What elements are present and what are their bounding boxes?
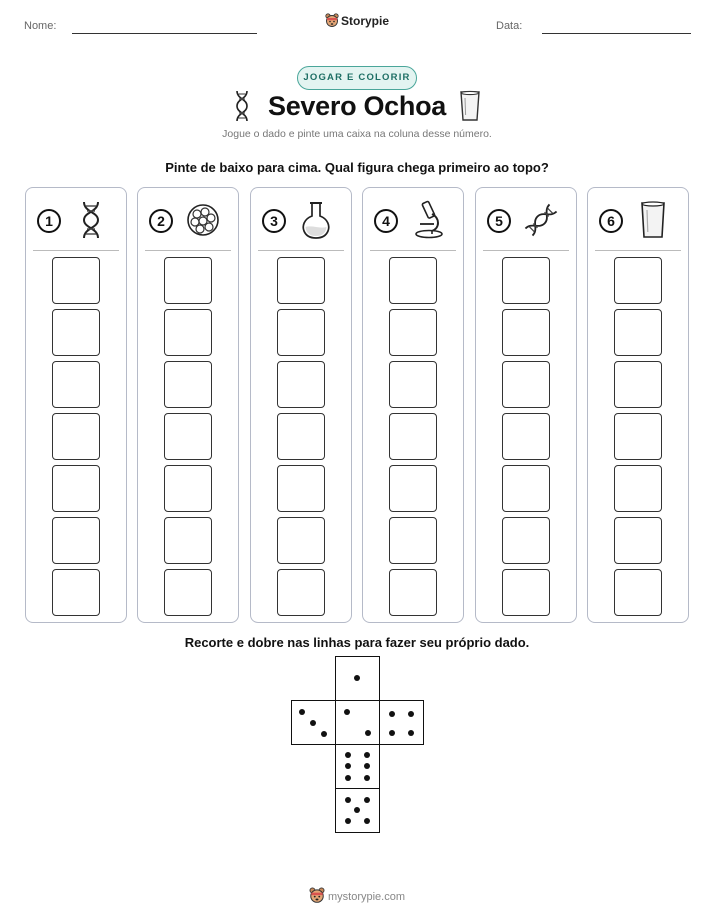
color-box[interactable]: [52, 465, 100, 512]
die-pip: [310, 720, 316, 726]
column-number: 1: [37, 209, 61, 233]
activity-badge: JOGAR E COLORIR: [297, 66, 417, 90]
footer-bear-icon: [309, 887, 325, 907]
column-number: 5: [487, 209, 511, 233]
die-face-1: [335, 656, 380, 701]
column-divider: [483, 250, 569, 251]
color-box[interactable]: [277, 309, 325, 356]
brand-logo: [0, 13, 714, 31]
footer-url[interactable]: mystorypie.com: [327, 890, 406, 903]
color-box[interactable]: [277, 361, 325, 408]
color-box[interactable]: [164, 309, 212, 356]
die-pip: [408, 730, 414, 736]
color-box[interactable]: [502, 257, 550, 304]
die-face-6: [335, 744, 380, 789]
color-box[interactable]: [277, 465, 325, 512]
column-1: [25, 187, 127, 623]
column-3: [250, 187, 352, 623]
color-box[interactable]: [614, 309, 662, 356]
die-face-3: [291, 700, 336, 745]
color-box[interactable]: [164, 569, 212, 616]
color-box[interactable]: [164, 361, 212, 408]
die-pip: [354, 807, 360, 813]
column-6: [587, 187, 689, 623]
date-label: Data:: [496, 20, 523, 32]
column-divider: [145, 250, 231, 251]
page-title: Severo Ochoa: [268, 91, 446, 121]
die-pip: [389, 711, 395, 717]
bear-logo-icon: [325, 13, 339, 31]
color-box[interactable]: [52, 517, 100, 564]
die-pip: [345, 797, 351, 803]
color-box[interactable]: [52, 569, 100, 616]
column-divider: [33, 250, 119, 251]
die-pip: [345, 763, 351, 769]
column-number: 3: [262, 209, 286, 233]
color-box[interactable]: [52, 309, 100, 356]
die-pip: [345, 818, 351, 824]
color-box[interactable]: [502, 413, 550, 460]
color-box[interactable]: [614, 465, 662, 512]
die-pip: [299, 709, 305, 715]
die-face-2: [335, 700, 380, 745]
color-box[interactable]: [389, 465, 437, 512]
footer: [0, 887, 714, 907]
die-pip: [321, 731, 327, 737]
dna-icon: [73, 200, 109, 240]
flask-icon: [298, 200, 334, 240]
column-divider: [258, 250, 344, 251]
color-box[interactable]: [614, 257, 662, 304]
color-box[interactable]: [277, 517, 325, 564]
color-box[interactable]: [502, 361, 550, 408]
color-box[interactable]: [389, 569, 437, 616]
die-pip: [345, 775, 351, 781]
color-box[interactable]: [389, 517, 437, 564]
die-pip: [364, 818, 370, 824]
color-box[interactable]: [164, 517, 212, 564]
die-pip: [389, 730, 395, 736]
die-pip: [364, 775, 370, 781]
die-pip: [364, 797, 370, 803]
die-pip: [364, 763, 370, 769]
brand-name: Storypie: [340, 14, 389, 29]
column-number: 6: [599, 209, 623, 233]
color-box[interactable]: [164, 465, 212, 512]
column-2: [137, 187, 239, 623]
die-pip: [365, 730, 371, 736]
die-face-5: [335, 788, 380, 833]
name-label: Nome:: [24, 20, 57, 32]
glass-icon: [635, 200, 671, 240]
color-box[interactable]: [502, 569, 550, 616]
color-box[interactable]: [164, 257, 212, 304]
color-box[interactable]: [389, 413, 437, 460]
cell-cluster-icon: [185, 200, 221, 240]
column-4: [362, 187, 464, 623]
color-box[interactable]: [614, 569, 662, 616]
column-5: [475, 187, 577, 623]
color-box[interactable]: [277, 413, 325, 460]
die-face-4: [379, 700, 424, 745]
column-divider: [595, 250, 681, 251]
die-pip: [345, 752, 351, 758]
color-box[interactable]: [277, 569, 325, 616]
color-box[interactable]: [52, 257, 100, 304]
die-pip: [354, 675, 360, 681]
die-pip: [364, 752, 370, 758]
color-box[interactable]: [502, 465, 550, 512]
color-box[interactable]: [164, 413, 212, 460]
color-box[interactable]: [277, 257, 325, 304]
column-number: 4: [374, 209, 398, 233]
column-divider: [370, 250, 456, 251]
date-line[interactable]: [542, 33, 691, 34]
color-box[interactable]: [614, 517, 662, 564]
die-pip: [408, 711, 414, 717]
color-box[interactable]: [614, 413, 662, 460]
color-box[interactable]: [502, 309, 550, 356]
microscope-icon: [410, 200, 446, 240]
color-box[interactable]: [52, 413, 100, 460]
cut-instruction-text: Recorte e dobre nas linhas para fazer seu próprio dado.: [184, 635, 530, 650]
color-box[interactable]: [614, 361, 662, 408]
page-subtitle: Jogue o dado e pinte uma caixa na coluna desse número.: [222, 128, 492, 140]
color-box[interactable]: [389, 309, 437, 356]
title-glass-icon: [459, 90, 481, 127]
name-line[interactable]: [72, 33, 257, 34]
color-box[interactable]: [502, 517, 550, 564]
dna-diagonal-icon: [523, 200, 559, 240]
instruction-text: Pinte de baixo para cima. Qual figura chega primeiro ao topo?: [165, 160, 549, 175]
color-box[interactable]: [52, 361, 100, 408]
color-box[interactable]: [389, 361, 437, 408]
die-pip: [344, 709, 350, 715]
color-box[interactable]: [389, 257, 437, 304]
column-number: 2: [149, 209, 173, 233]
